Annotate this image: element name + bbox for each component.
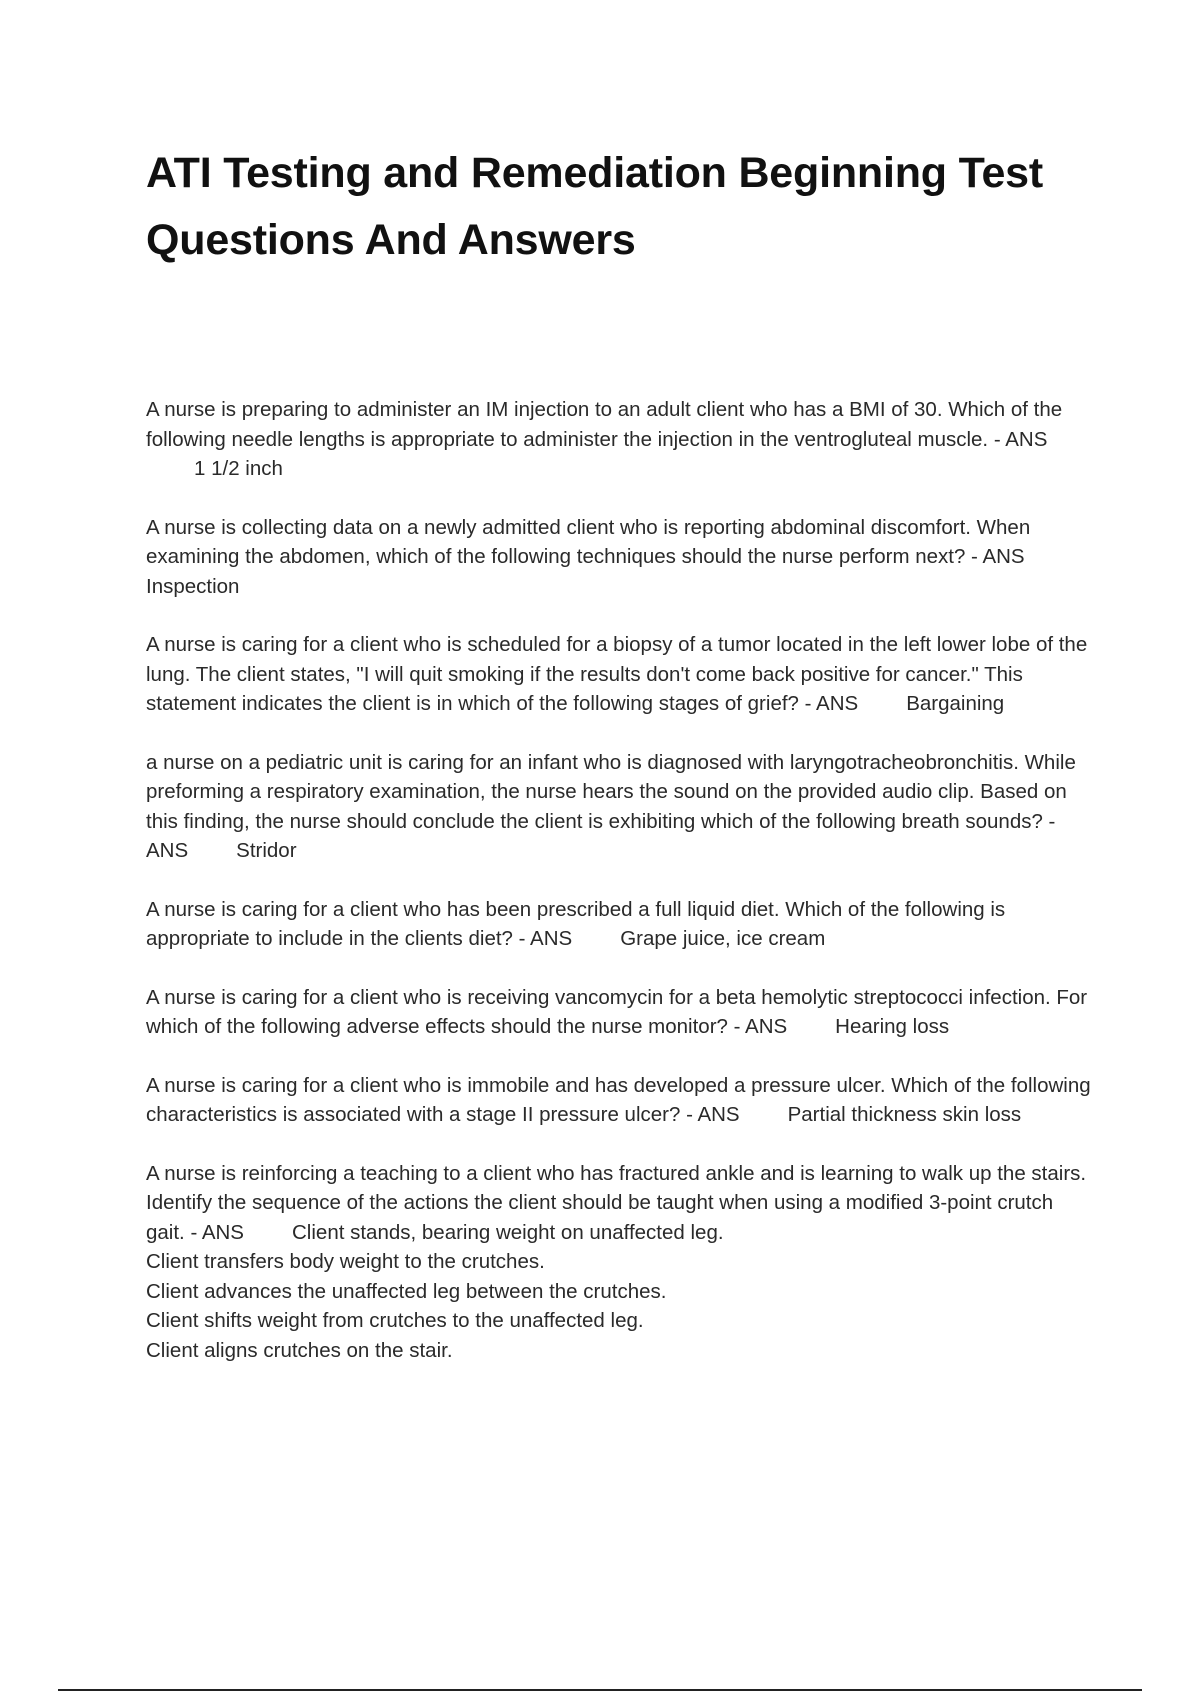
qa-item (146, 395, 1091, 484)
answer-text: Inspection (146, 574, 240, 598)
qa-item (146, 983, 1091, 1042)
qa-item (146, 895, 1091, 954)
answer-step: Client shifts weight from crutches to the unaffected leg. (146, 1309, 644, 1332)
qa-item (146, 513, 1091, 602)
answer-step: Client aligns crutches on the stair. (146, 1338, 453, 1362)
footer-divider (58, 1689, 1142, 1691)
answer-text: Grape juice, ice cream (620, 927, 826, 950)
answer-text: Stridor (236, 839, 297, 862)
qa-item (146, 1071, 1091, 1130)
answer-text: Client stands, bearing weight on unaffected leg. (292, 1220, 724, 1244)
question-text: A nurse is caring for a client who is immobile and has developed a pressure ulcer. Which of the following characteristics is associated with a stage II pressure ulcer? - ANS (146, 1073, 1091, 1126)
answer-text: 1 1/2 inch (194, 457, 283, 480)
question-text: a nurse on a pediatric unit is caring for an infant who is diagnosed with laryngotracheobronchitis. While preforming a respiratory examination, the nurse hears the sound on the provided audio clip. Based on this finding, the nurse should conclude the client is exhibiting which of the following breath sounds? - ANS (146, 750, 1076, 862)
question-text: A nurse is caring for a client who is scheduled for a biopsy of a tumor located in the left lower lobe of the lung. The client states, "I will quit smoking if the results don't come back positive for cancer." This statement indicates the client is in which of the following stages of grief? - ANS (146, 633, 1088, 715)
qa-item (146, 748, 1091, 866)
answer-text: Hearing loss (835, 1015, 950, 1038)
answer-step: Client advances the unaffected leg between the crutches. (146, 1279, 667, 1303)
qa-item (146, 630, 1091, 719)
question-text: A nurse is caring for a client who is receiving vancomycin for a beta hemolytic streptococci infection. For which of the following adverse effects should the nurse monitor? - ANS (146, 985, 1088, 1038)
page-title: ATI Testing and Remediation Beginning Test Questions And Answers (146, 149, 1044, 264)
question-text: A nurse is collecting data on a newly admitted client who is reporting abdominal discomfort. When examining the abdomen, which of the following techniques should the nurse perform next? - ANS (146, 515, 1031, 568)
question-text: A nurse is preparing to administer an IM injection to an adult client who has a BMI of 30. Which of the following needle lengths is appropriate to administer the injection in the ventrogluteal muscle. - ANS (146, 398, 1063, 451)
qa-item (146, 1159, 1091, 1366)
answer-step: Client transfers body weight to the crutches. (146, 1250, 545, 1273)
answer-text: Partial thickness skin loss (787, 1103, 1022, 1126)
qa-list (146, 395, 1091, 1394)
question-text: A nurse is caring for a client who has been prescribed a full liquid diet. Which of the following is appropriate to include in the clients diet? - ANS (146, 897, 1006, 950)
answer-text: Bargaining (906, 692, 1005, 715)
question-text: A nurse is reinforcing a teaching to a client who has fractured ankle and is learning to walk up the stairs. Identify the sequence of the actions the client should be taught when using a modified 3-point crutch gait. - ANS (146, 1161, 1087, 1244)
